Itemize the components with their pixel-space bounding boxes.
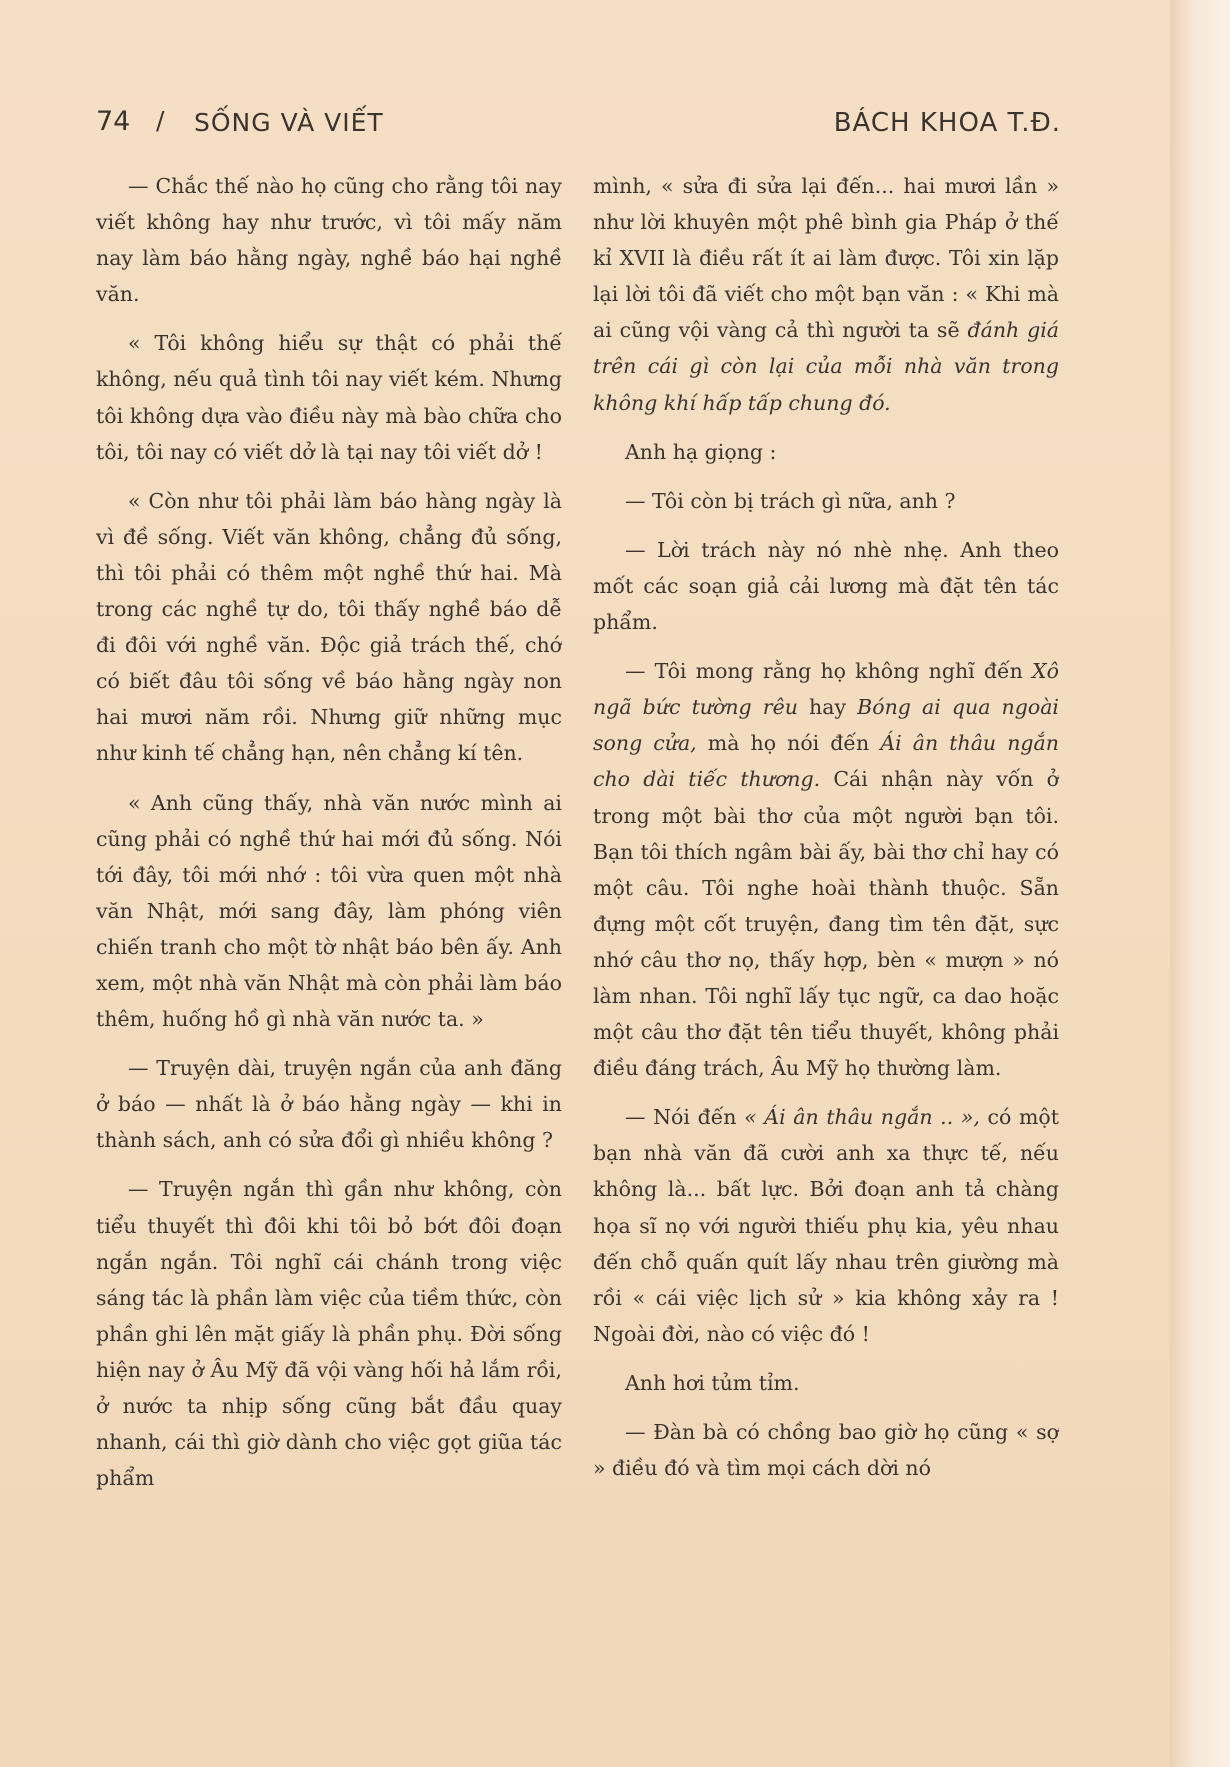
paragraph: Anh hơi tủm tỉm. xyxy=(625,1370,800,1395)
paragraph-text: hay xyxy=(809,695,847,720)
paragraph-text: mà họ nói đến xyxy=(707,731,870,756)
paragraph: — Chắc thế nào họ cũng cho rằng tôi nay viết không hay như trước, vì tôi mấy năm nay làm báo hằng ngày, nghề báo hại nghề văn. xyxy=(96,174,562,307)
work-title: Xô ngã bức tường rêu xyxy=(593,659,1059,720)
paragraph-italic-text: đánh giá trên cái gì còn lại của mỗi nhà văn trong không khí hấp tấp chung đó. xyxy=(593,318,1059,415)
paragraph: « Còn như tôi phải làm báo hàng ngày là vì đề sống. Viết văn không, chẳng đủ sống, thì tôi phải có thêm một nghề thứ hai. Mà trong các nghề tự do, tôi thấy nghề báo dễ đi đôi với nghề văn. Độc giả trách thế, chớ có biết đâu tôi sống về báo hằng ngày non hai mươi năm rồi. Nhưng giữ những mục như kinh tế chẳng hạn, nên chẳng kí tên. xyxy=(96,488,562,766)
paragraph: — Lời trách này nó nhè nhẹ. Anh theo mốt các soạn giả cải lương mà đặt tên tác phẩm. xyxy=(593,537,1059,635)
paragraph: Anh hạ giọng : xyxy=(625,439,777,464)
work-title: Ái ân thâu ngắn cho dài tiếc thương. xyxy=(593,731,1059,792)
paragraph-text: — Tôi mong rằng họ không nghĩ đến xyxy=(625,659,1023,684)
right-column xyxy=(593,168,1059,1658)
left-column xyxy=(96,168,562,1658)
paragraph-text: — Nói đến xyxy=(625,1105,737,1130)
paragraph xyxy=(593,168,1059,421)
paragraph xyxy=(593,653,1059,1086)
page-header xyxy=(96,100,1061,150)
section-title: SỐNG VÀ VIẾT xyxy=(194,108,384,137)
paragraph: « Anh cũng thấy, nhà văn nước mình ai cũng phải có nghề thứ hai mới đủ sống. Nói tới đây, tôi mới nhớ : tôi vừa quen một nhà văn Nhật, mới sang đây, làm phóng viên chiến tranh cho một tờ nhật báo bên ấy. Anh xem, một nhà văn Nhật mà còn phải làm báo thêm, huống hồ gì nhà văn nước ta. » xyxy=(96,790,562,1032)
work-title: Bóng ai qua ngoài song cửa, xyxy=(593,695,1059,756)
paragraph-text: có một bạn nhà văn đã cười anh xa thực tế, nếu không là... bất lực. Bởi đoạn anh tả chàng họa sĩ nọ với người thiếu phụ kia, yêu nhau đến chỗ quấn quít lấy nhau trên giường mà rồi « cái việc lịch sử » kia không xảy ra ! Ngoài đời, nào có việc đó ! xyxy=(593,1105,1059,1346)
paragraph: — Tôi còn bị trách gì nữa, anh ? xyxy=(625,488,956,513)
header-separator: / xyxy=(156,106,165,135)
paragraph: — Đàn bà có chồng bao giờ họ cũng « sợ » điều đó và tìm mọi cách dời nó xyxy=(593,1420,1059,1481)
paragraph-text: Cái nhận này vốn ở trong một bài thơ của một người bạn tôi. Bạn tôi thích ngâm bài ấy, bài thơ chỉ hay có một câu. Tôi nghe hoài thành thuộc. Sẵn đựng một cốt truyện, đang tìm tên đặt, sực nhớ câu thơ nọ, thấy hợp, bèn « mượn » nó làm nhan. Tôi nghĩ lấy tục ngữ, ca dao hoặc một câu thơ đặt tên tiểu thuyết, không phải điều đáng trách, Âu Mỹ họ thường làm. xyxy=(593,767,1059,1081)
page-edge xyxy=(1170,0,1230,1767)
paragraph: — Truyện dài, truyện ngắn của anh đăng ở báo — nhất là ở báo hằng ngày — khi in thành sách, anh có sửa đổi gì nhiều không ? xyxy=(96,1056,562,1153)
journal-title: BÁCH KHOA T.Đ. xyxy=(833,108,1061,138)
paragraph xyxy=(593,1099,1059,1352)
paragraph: — Truyện ngắn thì gần như không, còn tiểu thuyết thì đôi khi tôi bỏ bớt đôi đoạn ngắn ngắn. Tôi nghĩ cái chánh trong việc sáng tác là phần làm việc của tiềm thức, còn phần ghi lên mặt giấy là phần phụ. Đời sống hiện nay ở Âu Mỹ đã vội vàng hối hả lắm rồi, ở nước ta nhịp sống cũng bắt đầu quay nhanh, cái thì giờ dành cho việc gọt giũa tác phẩm xyxy=(96,1177,562,1491)
page-number: 74 xyxy=(96,106,131,137)
paragraph: « Tôi không hiểu sự thật có phải thế không, nếu quả tình tôi nay viết kém. Nhưng tôi không dựa vào điều này mà bào chữa cho tôi, tôi nay có viết dở là tại nay tôi viết dở ! xyxy=(96,331,562,464)
work-title: « Ái ân thâu ngắn .. », xyxy=(744,1105,980,1130)
paragraph-text: mình, « sửa đi sửa lại đến... hai mươi lần » như lời khuyên một phê bình gia Pháp ở thế kỉ XVII là điều rất ít ai làm được. Tôi xin lặp lại lời tôi đã viết cho một bạn văn : « Khi mà ai cũng vội vàng cả thì người ta sẽ xyxy=(593,174,1059,343)
